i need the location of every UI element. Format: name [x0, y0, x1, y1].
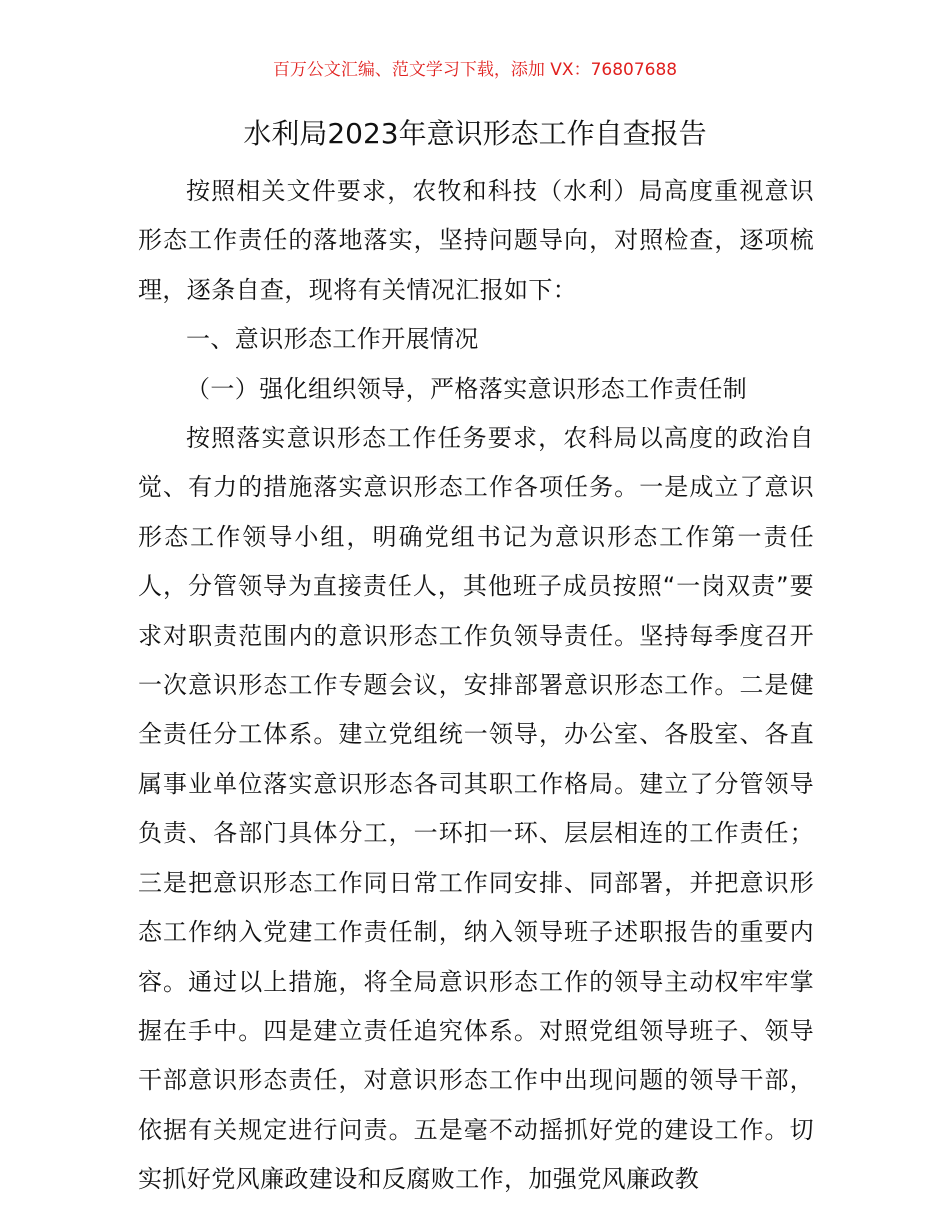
body-paragraph: 按照落实意识形态工作任务要求，农科局以高度的政治自觉、有力的措施落实意识形态工作各项任务。一是成立了意识形态工作领导小组，明确党组书记为意识形态工作第一责任人，分管领导为直接责任人，其他班子成员按照“一岗双责”要求对职责范围内的意识形态工作负领导责任。坚持每季度召开一次意识形态工作专题会议，安排部署意识形态工作。二是健全责任分工体系。建立党组统一领导，办公室、各股室、各直属事业单位落实意识形态各司其职工作格局。建立了分管领导负责、各部门具体分工，一环扣一环、层层相连的工作责任；三是把意识形态工作同日常工作同安排、同部署，并把意识形态工作纳入党建工作责任制，纳入领导班子述职报告的重要内容。通过以上措施，将全局意识形态工作的领导主动权牢牢掌握在手中。四是建立责任追究体系。对照党组领导班子、领导干部意识形态责任，对意识形态工作中出现问题的领导干部，依据有关规定进行问责。五是毫不动摇抓好党的建设工作。切实抓好党风廉政建设和反腐败工作，加强党风廉政教	[138, 424, 814, 1194]
subsection-heading: （一）强化组织领导，严格落实意识形态工作责任制	[186, 374, 748, 403]
document-body	[138, 167, 814, 1205]
document-title: 水利局2023年意识形态工作自查报告	[243, 117, 707, 150]
intro-paragraph: 按照相关文件要求，农牧和科技（水利）局高度重视意识形态工作责任的落地落实，坚持问题导向，对照检查，逐项梳理，逐条自查，现将有关情况汇报如下：	[138, 177, 814, 304]
section-heading: 一、意识形态工作开展情况	[186, 325, 479, 354]
watermark-header-note: 百万公文汇编、范文学习下载，添加 VX：76807688	[272, 60, 678, 80]
